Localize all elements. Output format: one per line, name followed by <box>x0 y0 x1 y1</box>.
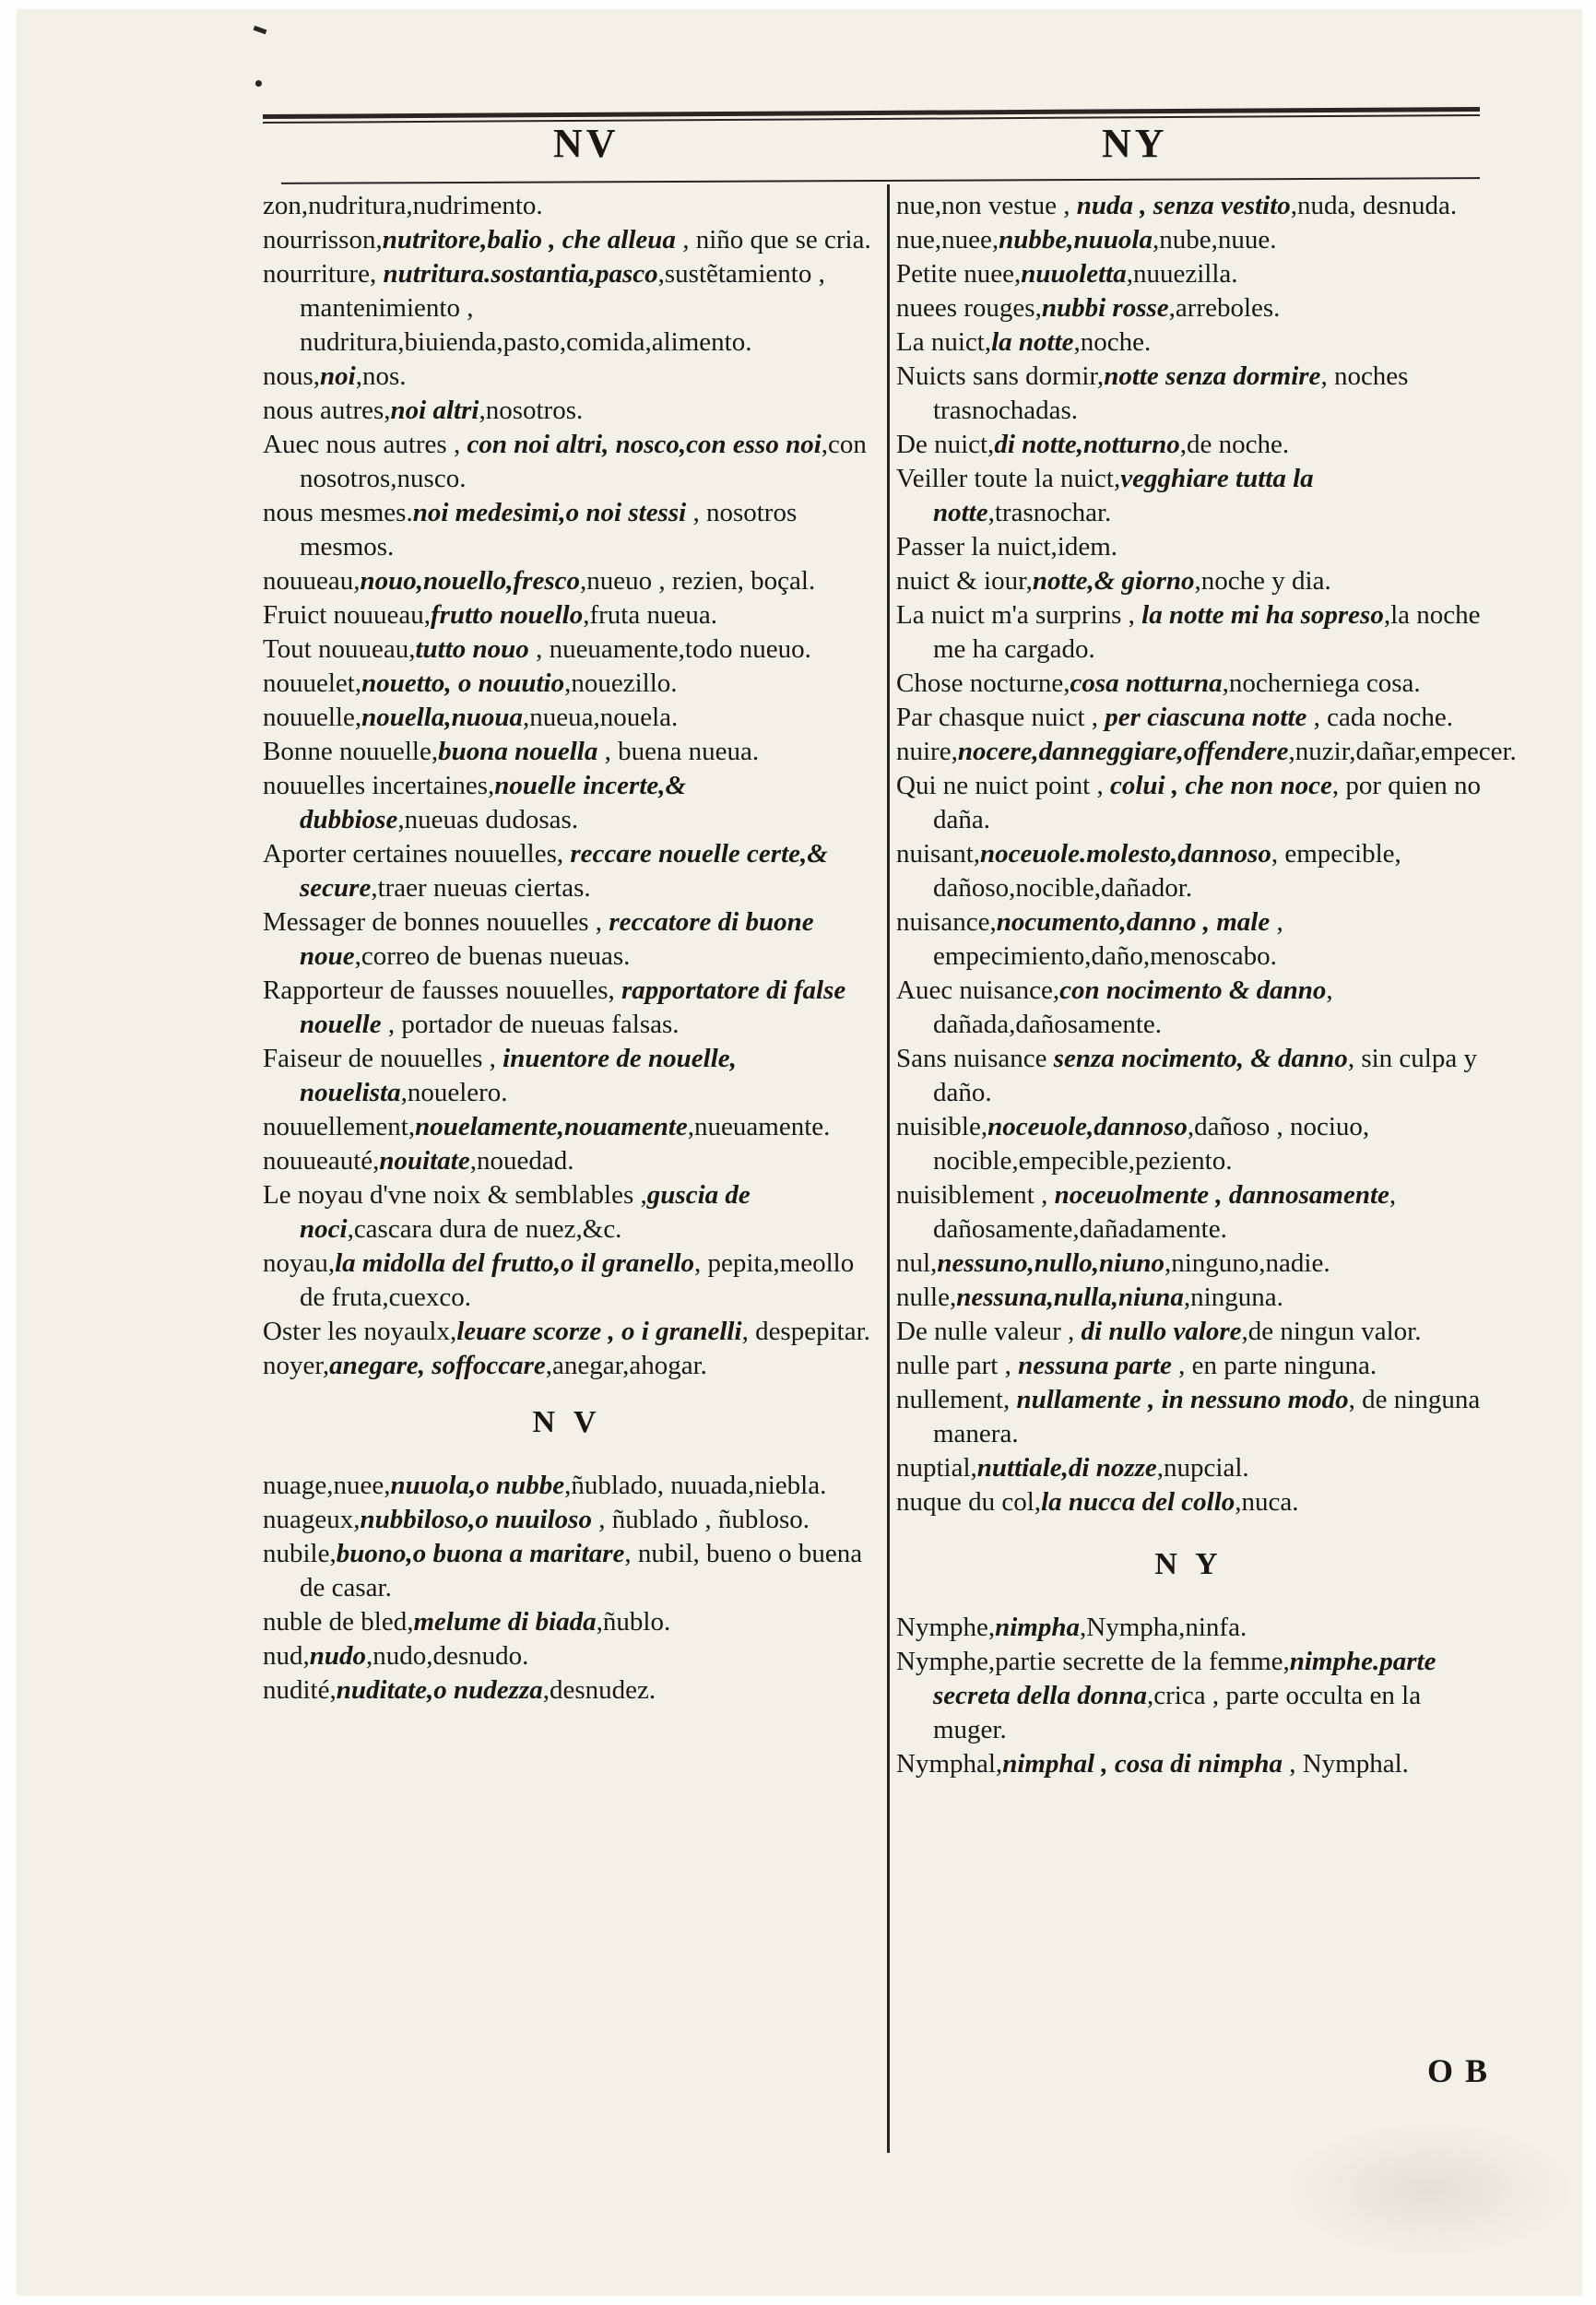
entry-text: Passer la nuict,idem. <box>896 532 1118 561</box>
dictionary-entry <box>896 1110 1482 1178</box>
entry-text: Nymphal, <box>896 1749 1003 1779</box>
entry-text: De nulle valeur , <box>896 1317 1082 1346</box>
italian-gloss: frutto nouello <box>431 600 584 630</box>
entry-text: ,dañoso , nociuo, nocible,empecible,peziento. <box>933 1112 1370 1176</box>
italian-gloss: nubbe,nuuola <box>999 225 1153 254</box>
entry-text: , cada noche. <box>1306 703 1454 732</box>
italian-gloss: la nucca del collo <box>1041 1487 1235 1517</box>
dictionary-entry <box>896 428 1482 462</box>
dictionary-entry <box>263 428 871 496</box>
entry-text: , de ninguna manera. <box>933 1385 1481 1448</box>
entry-text: nuict & iour, <box>896 566 1033 596</box>
dictionary-entry <box>263 1349 871 1383</box>
entry-text: nouueauté, <box>263 1146 380 1176</box>
entry-text: ,traer nueuas ciertas. <box>371 873 591 903</box>
entry-text: , en parte ninguna. <box>1171 1351 1377 1380</box>
dictionary-entry <box>263 667 871 701</box>
dictionary-entry <box>896 223 1482 257</box>
entry-text: , niño que se cria. <box>675 225 871 254</box>
catchword: O B <box>1427 2052 1490 2089</box>
italian-gloss: con nocimento & danno <box>1059 975 1327 1005</box>
left-section-entries <box>263 1469 871 1708</box>
italian-gloss: nimphal , cosa di nimpha <box>1002 1749 1283 1779</box>
entry-text: nuisant, <box>896 839 981 869</box>
entry-text: nuble de bled, <box>263 1607 414 1637</box>
dictionary-entry <box>263 1469 871 1503</box>
dictionary-entry <box>263 735 871 769</box>
dictionary-entry <box>896 1747 1482 1781</box>
dictionary-entry <box>263 1503 871 1537</box>
italian-gloss: noceuole.molesto,dannoso <box>980 839 1271 869</box>
entry-text: ,ñublo. <box>596 1607 671 1637</box>
dictionary-entry <box>896 360 1482 428</box>
entry-text: nous, <box>263 361 321 391</box>
dictionary-entry <box>263 1178 871 1247</box>
entry-text: ,anegar,ahogar. <box>545 1351 707 1380</box>
entry-text: ,ninguno,nadie. <box>1164 1248 1330 1278</box>
entry-text: nouuelles incertaines, <box>263 771 495 800</box>
dictionary-entry <box>896 735 1517 769</box>
italian-gloss: noi medesimi,o noi stessi <box>412 498 687 527</box>
entry-text: ,sustẽtamiento , mantenimiento , nudritura,biuienda,pasto,comida,alimento. <box>300 259 825 357</box>
entry-text: , noches trasnochadas. <box>933 361 1409 425</box>
entry-text: nue,non vestue , <box>896 191 1077 220</box>
dictionary-entry <box>896 291 1482 325</box>
entry-text: ,crica , parte occulta en la muger. <box>933 1681 1422 1744</box>
dictionary-entry <box>263 632 871 667</box>
italian-gloss: noceuolmente , dannosamente <box>1054 1180 1389 1210</box>
entry-text: nuageux, <box>263 1505 361 1534</box>
entry-text: ,de ningun valor. <box>1241 1317 1422 1346</box>
dictionary-entry <box>263 1247 871 1315</box>
entry-text: ,nueuamente. <box>687 1112 831 1141</box>
entry-text: nouuelle, <box>263 703 362 732</box>
entry-text: nouueau, <box>263 566 361 596</box>
entry-text: ,desnudez. <box>542 1675 656 1705</box>
entry-text: Bonne nouuelle, <box>263 737 439 766</box>
entry-text: , buena nueua. <box>597 737 760 766</box>
dictionary-entry <box>896 769 1482 837</box>
dictionary-entry <box>896 1281 1482 1315</box>
entry-text: ,correo de buenas nueuas. <box>354 941 631 971</box>
entry-text: ,nuuezilla. <box>1126 259 1238 289</box>
entry-text: ,nupcial. <box>1156 1453 1249 1483</box>
dictionary-entry <box>896 462 1482 530</box>
dictionary-entry <box>263 1110 871 1144</box>
entry-text: Le noyau d'vne noix & semblables , <box>263 1180 647 1210</box>
page-shadow <box>1282 2121 1577 2259</box>
italian-gloss: inuentore de nouelle, nouelista <box>300 1044 737 1107</box>
italian-gloss: nocere,danneggiare,offendere <box>957 737 1289 766</box>
entry-text: nuisible, <box>896 1112 988 1141</box>
entry-text: La nuict, <box>896 327 992 357</box>
entry-text: nubile, <box>263 1539 337 1568</box>
column-divider <box>887 184 890 2153</box>
dictionary-entry <box>896 1611 1482 1645</box>
section-heading-ny: N Y <box>1154 1547 1224 1581</box>
italian-gloss: nouelle incerte,& dubbiose <box>300 771 687 834</box>
entry-text: ,nueua,nouela. <box>523 703 679 732</box>
dictionary-entry <box>263 223 871 257</box>
italian-gloss: notte,& giorno <box>1032 566 1195 596</box>
entry-text: nuees rouges, <box>896 293 1042 323</box>
dictionary-entry <box>896 1383 1482 1451</box>
dictionary-entry <box>263 701 871 735</box>
italian-gloss: buono,o buona a maritare <box>336 1539 625 1568</box>
italian-gloss: nimphe.parte secreta della donna <box>933 1647 1436 1710</box>
entry-text: Chose nocturne, <box>896 668 1070 698</box>
entry-text: ,con nosotros,nusco. <box>300 430 867 493</box>
dictionary-entry <box>896 974 1482 1042</box>
italian-gloss: nuuola,o nubbe <box>390 1471 565 1500</box>
italian-gloss: per ciascuna notte <box>1105 703 1307 732</box>
italian-gloss: nuda , senza vestito <box>1076 191 1291 220</box>
dictionary-entry <box>896 598 1482 667</box>
dictionary-entry <box>263 394 871 428</box>
dictionary-entry <box>263 360 871 394</box>
dictionary-entry <box>263 189 871 223</box>
entry-text: , pepita,meollo de fruta,cuexco. <box>300 1248 855 1312</box>
entry-text: ,noche. <box>1073 327 1152 357</box>
entry-text: , dañosamente,dañadamente. <box>933 1180 1397 1244</box>
entry-text: Petite nuee, <box>896 259 1022 289</box>
entry-text: nourriture, <box>263 259 384 289</box>
entry-text: nudité, <box>263 1675 337 1705</box>
entry-text: nourrisson, <box>263 225 383 254</box>
dictionary-entry <box>263 564 871 598</box>
entry-text: nouuelet, <box>263 668 362 698</box>
running-head-left: NV <box>553 121 620 166</box>
entry-text: nuisiblement , <box>896 1180 1055 1210</box>
dictionary-entry <box>896 1178 1482 1247</box>
italian-gloss: reccatore di buone noue <box>300 907 814 971</box>
entry-text: nuptial, <box>896 1453 977 1483</box>
section-heading-nv: N V <box>532 1405 602 1439</box>
italian-gloss: nessuna,nulla,niuna <box>956 1283 1184 1312</box>
italian-gloss: buona nouella <box>438 737 598 766</box>
entry-text: ,noche y dia. <box>1194 566 1331 596</box>
entry-text: ,nudo,desnudo. <box>366 1641 529 1671</box>
dictionary-entry <box>263 257 871 360</box>
entry-text: ,nouelero. <box>400 1078 508 1107</box>
entry-text: Nymphe, <box>896 1613 996 1642</box>
italian-gloss: vegghiare tutta la notte <box>933 464 1314 527</box>
dictionary-entry <box>896 837 1482 905</box>
entry-text: Par chasque nuict , <box>896 703 1105 732</box>
entry-text: nullement, <box>896 1385 1017 1414</box>
dictionary-entry <box>896 325 1482 360</box>
entry-text: nous autres, <box>263 396 391 425</box>
italian-gloss: notte senza dormire <box>1104 361 1321 391</box>
italian-gloss: nessuno,nullo,niuno <box>937 1248 1164 1278</box>
dictionary-entry <box>263 1042 871 1110</box>
entry-text: nue,nuee, <box>896 225 999 254</box>
entry-text: Aporter certaines nouuelles, <box>263 839 571 869</box>
italian-gloss: noceuole,dannoso <box>987 1112 1188 1141</box>
entry-text: nuire, <box>896 737 958 766</box>
dictionary-entry <box>896 1645 1482 1747</box>
entry-text: La nuict m'a surprins , <box>896 600 1142 630</box>
dictionary-entry <box>263 1144 871 1178</box>
italian-gloss: nutritura.sostantia,pasco <box>383 259 658 289</box>
entry-text: zon,nudritura,nudrimento. <box>263 191 543 220</box>
entry-text: Nuicts sans dormir, <box>896 361 1105 391</box>
italian-gloss: colui , che non noce <box>1109 771 1332 800</box>
left-entries <box>263 189 871 1383</box>
italian-gloss: cosa notturna <box>1070 668 1223 698</box>
dictionary-entry <box>896 530 1482 564</box>
entry-text: ,nueuas dudosas. <box>397 805 579 834</box>
italian-gloss: senza nocimento, & danno <box>1053 1044 1348 1073</box>
entry-text: , por quien no daña. <box>933 771 1481 834</box>
dictionary-entry <box>896 189 1482 223</box>
italian-gloss: nubbiloso,o nuuiloso <box>360 1505 592 1534</box>
entry-text: ,nuzir,dañar,empecer. <box>1288 737 1517 766</box>
italian-gloss: nutritore,balio , che alleua <box>382 225 676 254</box>
entry-text: ,nouezillo. <box>564 668 678 698</box>
entry-text: ,nuca. <box>1235 1487 1299 1517</box>
entry-text: ,nouedad. <box>469 1146 574 1176</box>
dictionary-entry <box>896 257 1482 291</box>
entry-text: ,nueuo , rezien, boçal. <box>579 566 816 596</box>
italian-gloss: nuttiale,di nozze <box>976 1453 1157 1483</box>
italian-gloss: di nullo valore <box>1081 1317 1242 1346</box>
entry-text: nulle part , <box>896 1351 1019 1380</box>
dictionary-entry <box>896 1451 1482 1485</box>
entry-text: noyau, <box>263 1248 336 1278</box>
entry-text: , ñublado , ñubloso. <box>591 1505 810 1534</box>
italian-gloss: noi altri <box>390 396 479 425</box>
dictionary-entry <box>263 1605 871 1639</box>
entry-text: ,Nympha,ninfa. <box>1080 1613 1247 1642</box>
italian-gloss: la midolla del frutto,o il granello <box>335 1248 695 1278</box>
entry-text: Oster les noyaulx, <box>263 1317 457 1346</box>
entry-text: Fruict nouueau, <box>263 600 432 630</box>
entry-text: ,ñublado, nuuada,niebla. <box>564 1471 827 1500</box>
entry-text: nud, <box>263 1641 310 1671</box>
dictionary-entry <box>263 598 871 632</box>
entry-text: nuage,nuee, <box>263 1471 391 1500</box>
entry-text: nouuellement, <box>263 1112 416 1141</box>
italian-gloss: la notte <box>991 327 1074 357</box>
left-column <box>263 189 871 1708</box>
italian-gloss: nouo,nouello,fresco <box>360 566 580 596</box>
right-column <box>896 189 1517 1781</box>
entry-text: ,ninguna. <box>1183 1283 1283 1312</box>
entry-text: ,trasnochar. <box>987 498 1112 527</box>
italian-gloss: nullamente , in nessuno modo <box>1016 1385 1349 1414</box>
entry-text: ,nube,nuue. <box>1152 225 1277 254</box>
entry-text: , empecimiento,daño,menoscabo. <box>933 907 1283 971</box>
dictionary-entry <box>263 1639 871 1673</box>
entry-text: nous mesmes. <box>263 498 413 527</box>
dictionary-entry <box>263 1673 871 1708</box>
italian-gloss: rapportatore di false nouelle <box>300 975 846 1039</box>
italian-gloss: con noi altri, nosco,con esso noi <box>467 430 822 459</box>
entry-text: ,nosotros. <box>479 396 584 425</box>
entry-text: Messager de bonnes nouuelles , <box>263 907 609 937</box>
entry-text: nul, <box>896 1248 938 1278</box>
dictionary-entry <box>896 1315 1482 1349</box>
dictionary-entry <box>896 1349 1482 1383</box>
dictionary-entry <box>263 769 871 837</box>
entry-text: , nueuamente,todo nueuo. <box>528 634 811 664</box>
italian-gloss: nouitate <box>379 1146 470 1176</box>
entry-text: ,de noche. <box>1179 430 1290 459</box>
dictionary-entry <box>896 564 1482 598</box>
entry-text: , nubil, bueno o buena de casar. <box>300 1539 863 1602</box>
italian-gloss: nuuoletta <box>1021 259 1127 289</box>
entry-text: Qui ne nuict point , <box>896 771 1110 800</box>
italian-gloss: anegare, soffoccare <box>329 1351 546 1380</box>
italian-gloss: melume di biada <box>413 1607 597 1637</box>
dictionary-entry <box>896 1042 1482 1110</box>
entry-text: ,nuda, desnuda. <box>1290 191 1458 220</box>
dictionary-entry <box>896 1247 1482 1281</box>
italian-gloss: nuditate,o nudezza <box>336 1675 543 1705</box>
entry-text: nuque du col, <box>896 1487 1042 1517</box>
italian-gloss: guscia de noci <box>300 1180 751 1244</box>
dictionary-entry <box>896 667 1482 701</box>
italian-gloss: reccare nouelle certe,& secure <box>300 839 828 903</box>
entry-text: , dañada,dañosamente. <box>933 975 1333 1039</box>
italian-gloss: nudo <box>309 1641 367 1671</box>
entry-text: Veiller toute la nuict, <box>896 464 1121 493</box>
italian-gloss: nocumento,danno , male <box>996 907 1271 937</box>
entry-text: noyer, <box>263 1351 330 1380</box>
dictionary-entry <box>263 837 871 905</box>
italian-gloss: tutto nouo <box>415 634 529 664</box>
italian-gloss: di notte,notturno <box>994 430 1180 459</box>
italian-gloss: nessuna parte <box>1018 1351 1172 1380</box>
entry-text: ,cascara dura de nuez,&c. <box>347 1214 622 1244</box>
entry-text: ,fruta nueua. <box>583 600 717 630</box>
entry-text: Nymphe,partie secrette de la femme, <box>896 1647 1290 1676</box>
ink-dot <box>255 80 262 87</box>
entry-text: ,arreboles. <box>1168 293 1281 323</box>
entry-text: , despepitar. <box>741 1317 870 1346</box>
dictionary-entry <box>263 1315 871 1349</box>
entry-text: Rapporteur de fausses nouuelles, <box>263 975 621 1005</box>
entry-text: Auec nuisance, <box>896 975 1060 1005</box>
italian-gloss: leuare scorze , o i granelli <box>456 1317 742 1346</box>
running-head-right: NY <box>1102 121 1168 166</box>
entry-text: Faiseur de nouuelles , <box>263 1044 503 1073</box>
right-section-entries <box>896 1611 1482 1781</box>
entry-text: De nuict, <box>896 430 995 459</box>
dictionary-entry <box>263 1537 871 1605</box>
entry-text: nuisance, <box>896 907 997 937</box>
dictionary-entry <box>263 905 871 974</box>
dictionary-entry <box>896 1485 1482 1519</box>
dictionary-entry <box>263 974 871 1042</box>
italian-gloss: nouelamente,nouamente <box>415 1112 688 1141</box>
entry-text: , sin culpa y daño. <box>933 1044 1477 1107</box>
entry-text: , nosotros mesmos. <box>300 498 798 561</box>
italian-gloss: nouella,nuoua <box>361 703 523 732</box>
entry-text: ,la noche me ha cargado. <box>933 600 1481 664</box>
italian-gloss: la notte mi ha sopreso <box>1141 600 1384 630</box>
entry-text: , portador de nueuas falsas. <box>381 1010 680 1039</box>
entry-text: nulle, <box>896 1283 957 1312</box>
right-entries <box>896 189 1517 1519</box>
italian-gloss: nimpha <box>995 1613 1080 1642</box>
italian-gloss: noi <box>320 361 356 391</box>
entry-text: Tout nouueau, <box>263 634 416 664</box>
entry-text: Auec nous autres , <box>263 430 467 459</box>
italian-gloss: nubbi rosse <box>1041 293 1169 323</box>
italian-gloss: nouetto, o nouutio <box>361 668 565 698</box>
entry-text: Sans nuisance <box>896 1044 1054 1073</box>
entry-text: , empecible, dañoso,nocible,dañador. <box>933 839 1401 903</box>
dictionary-entry <box>263 496 871 564</box>
entry-text: , Nymphal. <box>1282 1749 1409 1779</box>
dictionary-entry <box>896 905 1482 974</box>
entry-text: ,nos. <box>355 361 407 391</box>
entry-text: ,nocherniega cosa. <box>1222 668 1421 698</box>
dictionary-entry <box>896 701 1482 735</box>
